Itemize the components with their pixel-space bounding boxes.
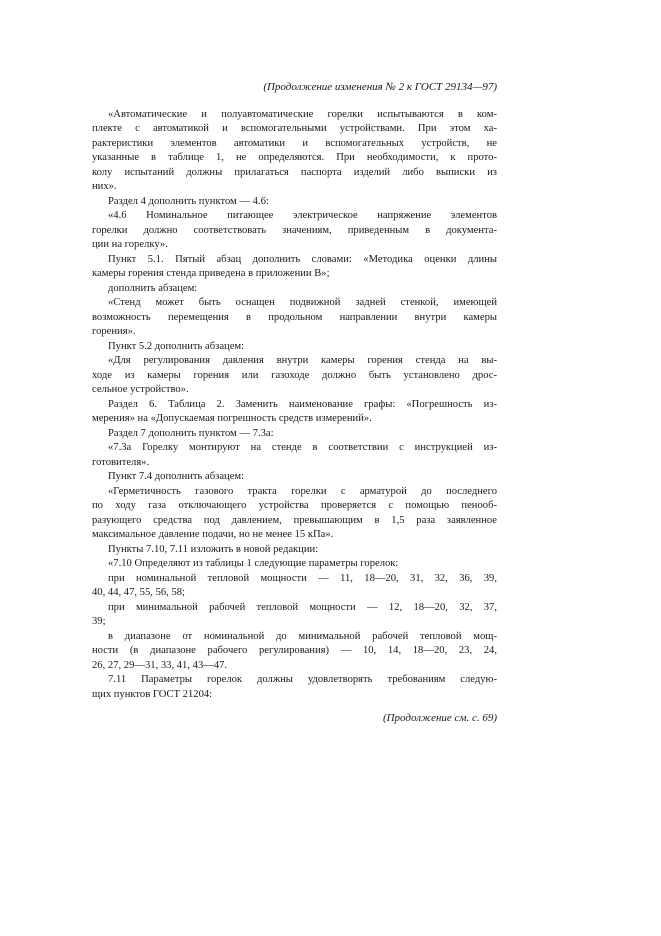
text-line: «7.3а Горелку монтируют на стенде в соответствии с инструкцией из- xyxy=(108,442,497,453)
text-line: ции на горелку». xyxy=(92,239,168,250)
paragraph xyxy=(92,427,497,442)
text-line: «4.6 Номинальное питающее электрическое напряжение элементов xyxy=(108,210,497,221)
text-line: в диапазоне от номинальной до минимальной рабочей тепловой мощ- xyxy=(108,630,497,642)
document-page xyxy=(92,80,497,726)
paragraph xyxy=(92,108,497,195)
text-line: ходе из камеры горения или газоходе должно быть установлено дрос- xyxy=(92,369,497,381)
running-header: (Продолжение изменения № 2 к ГОСТ 29134—97) xyxy=(263,81,497,93)
text-line: «Автоматические и полуавтоматические горелки испытываются в ком- xyxy=(108,108,497,120)
text-line: 7.11 Параметры горелок должны удовлетворять требованиям следую- xyxy=(108,674,497,685)
body-text xyxy=(92,108,497,703)
text-line: мерения» на «Допускаемая погрешность средств измерений». xyxy=(92,413,372,424)
text-line: 39; xyxy=(92,616,106,627)
text-line: возможность перемещения в продольном направлении внутри камеры xyxy=(92,311,497,323)
text-line: рактеристики элементов автоматики и вспомогательных устройств, не xyxy=(92,137,497,149)
paragraph xyxy=(92,282,497,297)
text-line: Пункты 7.10, 7.11 изложить в новой редакции: xyxy=(108,543,319,555)
text-line: 26, 27, 29—31, 33, 41, 43—47. xyxy=(92,659,228,671)
paragraph xyxy=(92,485,497,543)
paragraph xyxy=(92,398,497,427)
paragraph xyxy=(92,195,497,210)
text-line: готовителя». xyxy=(92,456,150,468)
paragraph xyxy=(92,630,497,674)
text-line: разующего средства под давлением, превышающим в 1,5 раза заявленное xyxy=(92,514,497,526)
text-line: Пункт 5.1. Пятый абзац дополнить словами: «Методика оценки длины xyxy=(108,253,497,265)
text-line: Раздел 4 дополнить пунктом — 4.6: xyxy=(108,195,269,207)
text-line: плекте с автоматикой и вспомогательными устройствами. При этом ха- xyxy=(92,123,497,134)
continuation-note: (Продолжение см. с. 69) xyxy=(382,712,497,724)
text-line: «Для регулирования давления внутри камеры горения стенда на вы- xyxy=(108,355,497,366)
text-line: сельное устройство». xyxy=(92,384,189,395)
text-line: указанные в таблице 1, не определяются. При необходимости, к прото- xyxy=(92,152,497,163)
paragraph xyxy=(92,543,497,558)
paragraph xyxy=(92,557,497,572)
text-line: горелки должно соответствовать значениям, приведенным в документа- xyxy=(92,224,497,236)
paragraph xyxy=(92,296,497,340)
paragraph xyxy=(92,253,497,282)
paragraph xyxy=(92,340,497,355)
text-line: Пункт 7.4 дополнить абзацем: xyxy=(108,471,245,482)
paragraph xyxy=(92,470,497,485)
text-line: при номинальной тепловой мощности — 11, 18—20, 31, 32, 36, 39, xyxy=(108,572,497,584)
paragraph xyxy=(92,673,497,702)
text-line: горения». xyxy=(92,326,136,337)
paragraph xyxy=(92,209,497,253)
text-line: щих пунктов ГОСТ 21204: xyxy=(92,688,213,700)
text-line: «7.10 Определяют из таблицы 1 следующие параметры горелок: xyxy=(108,558,399,569)
text-line: максимальное давление подачи, но не менее 15 кПа». xyxy=(92,529,334,540)
paragraph xyxy=(92,572,497,601)
text-line: «Герметичность газового тракта горелки с арматурой до последнего xyxy=(108,485,497,497)
text-line: по ходу газа отключающего устройства проверяется с помощью пенооб- xyxy=(92,500,497,511)
paragraph xyxy=(92,441,497,470)
text-line: Пункт 5.2 дополнить абзацем: xyxy=(108,340,245,352)
text-line: камеры горения стенда приведена в приложении В»; xyxy=(92,268,330,279)
paragraph xyxy=(92,601,497,630)
paragraph xyxy=(92,354,497,398)
text-line: ности (в диапазоне рабочего регулирования) — 10, 14, 18—20, 23, 24, xyxy=(92,645,497,656)
text-line: при минимальной рабочей тепловой мощности — 12, 18—20, 32, 37, xyxy=(108,601,497,613)
text-line: Раздел 7 дополнить пунктом — 7.3а: xyxy=(108,427,274,439)
text-line: дополнить абзацем: xyxy=(108,282,198,294)
text-line: Раздел 6. Таблица 2. Заменить наименование графы: «Погрешность из- xyxy=(108,398,497,410)
text-line: 40, 44, 47, 55, 56, 58; xyxy=(92,587,185,598)
text-line: них». xyxy=(92,181,117,192)
text-line: колу испытаний должны прилагаться паспорта изделий либо выписки из xyxy=(92,166,497,178)
text-line: «Стенд может быть оснащен подвижной задней стенкой, имеющей xyxy=(108,297,497,308)
